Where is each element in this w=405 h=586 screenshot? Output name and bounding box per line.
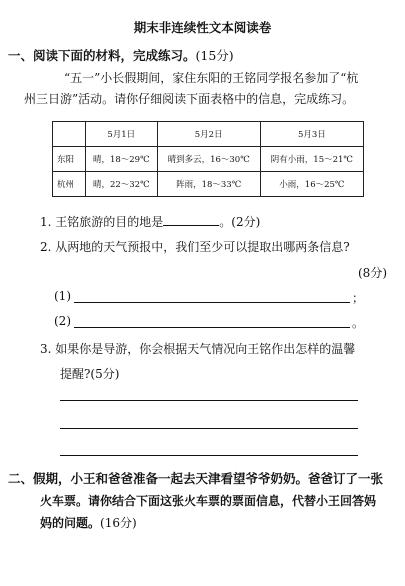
section1-heading-text: 一、阅读下面的材料，完成练习。 bbox=[8, 48, 196, 63]
answer-label-1: (1) bbox=[54, 289, 71, 303]
table-header-cell bbox=[53, 122, 86, 147]
answer-end-1: ； bbox=[352, 291, 365, 305]
section2-body bbox=[40, 490, 385, 534]
table-header-cell: 5月3日 bbox=[260, 122, 363, 147]
table-cell: 阵雨，18～33℃ bbox=[157, 172, 260, 197]
table-header-row bbox=[53, 122, 364, 147]
weather-table bbox=[52, 121, 364, 197]
answer-line-1[interactable] bbox=[74, 302, 350, 303]
section2-line-1: 二、假期，小王和爸爸准备一起去天津看望爷爷奶奶。爸爸订了一张 bbox=[8, 471, 384, 486]
writing-line-1[interactable] bbox=[60, 400, 358, 401]
table-row bbox=[53, 172, 364, 197]
page-title: 期末非连续性文本阅读卷 bbox=[133, 20, 272, 35]
question-1-text: 1. 王铭旅游的目的地是 bbox=[40, 215, 164, 229]
answer-label-2: (2) bbox=[54, 314, 71, 328]
table-cell: 晴到多云，16～30℃ bbox=[157, 147, 260, 172]
intro-line-1: “五一”小长假期间，家住东阳的王铭同学报名参加了“杭 bbox=[64, 71, 359, 85]
section1-score: (15分) bbox=[195, 48, 234, 63]
question-3-line-2: 提醒?(5分) bbox=[60, 367, 120, 381]
section2-line-2: 火车票。请你结合下面这张火车票的票面信息，代替小王回答妈 bbox=[40, 494, 377, 508]
section2-heading bbox=[8, 468, 388, 490]
question-2-text: 2. 从两地的天气预报中，我们至少可以提取出哪两条信息? bbox=[40, 240, 350, 254]
answer-line-2[interactable] bbox=[74, 327, 350, 328]
table-cell: 晴，22～32℃ bbox=[86, 172, 158, 197]
table-row bbox=[53, 147, 364, 172]
question-1 bbox=[40, 213, 260, 230]
table-cell-city: 东阳 bbox=[53, 147, 86, 172]
section1-intro bbox=[24, 68, 385, 110]
question-1-answer-blank[interactable] bbox=[163, 225, 219, 226]
table-cell: 小雨，16～25℃ bbox=[260, 172, 363, 197]
intro-line-2: 州三日游”活动。请你仔细阅读下面表格中的信息，完成练习。 bbox=[24, 92, 355, 106]
section2-score: (16分) bbox=[100, 516, 137, 530]
question-3-line-1: 3. 如果你是导游，你会根据天气情况向王铭作出怎样的温馨 bbox=[40, 342, 356, 356]
question-2-score: (8分) bbox=[358, 266, 387, 280]
question-1-tail: 。(2分) bbox=[219, 215, 261, 229]
table-cell: 晴，18～29℃ bbox=[86, 147, 158, 172]
writing-line-2[interactable] bbox=[60, 428, 358, 429]
section2-line-3: 妈的问题。 bbox=[40, 516, 101, 530]
section1-heading bbox=[8, 46, 234, 64]
table-cell: 阴有小雨，15～21℃ bbox=[260, 147, 363, 172]
table-header-cell: 5月2日 bbox=[157, 122, 260, 147]
writing-line-3[interactable] bbox=[60, 455, 358, 456]
table-cell-city: 杭州 bbox=[53, 172, 86, 197]
answer-end-2: 。 bbox=[352, 316, 365, 330]
table-header-cell: 5月1日 bbox=[86, 122, 158, 147]
